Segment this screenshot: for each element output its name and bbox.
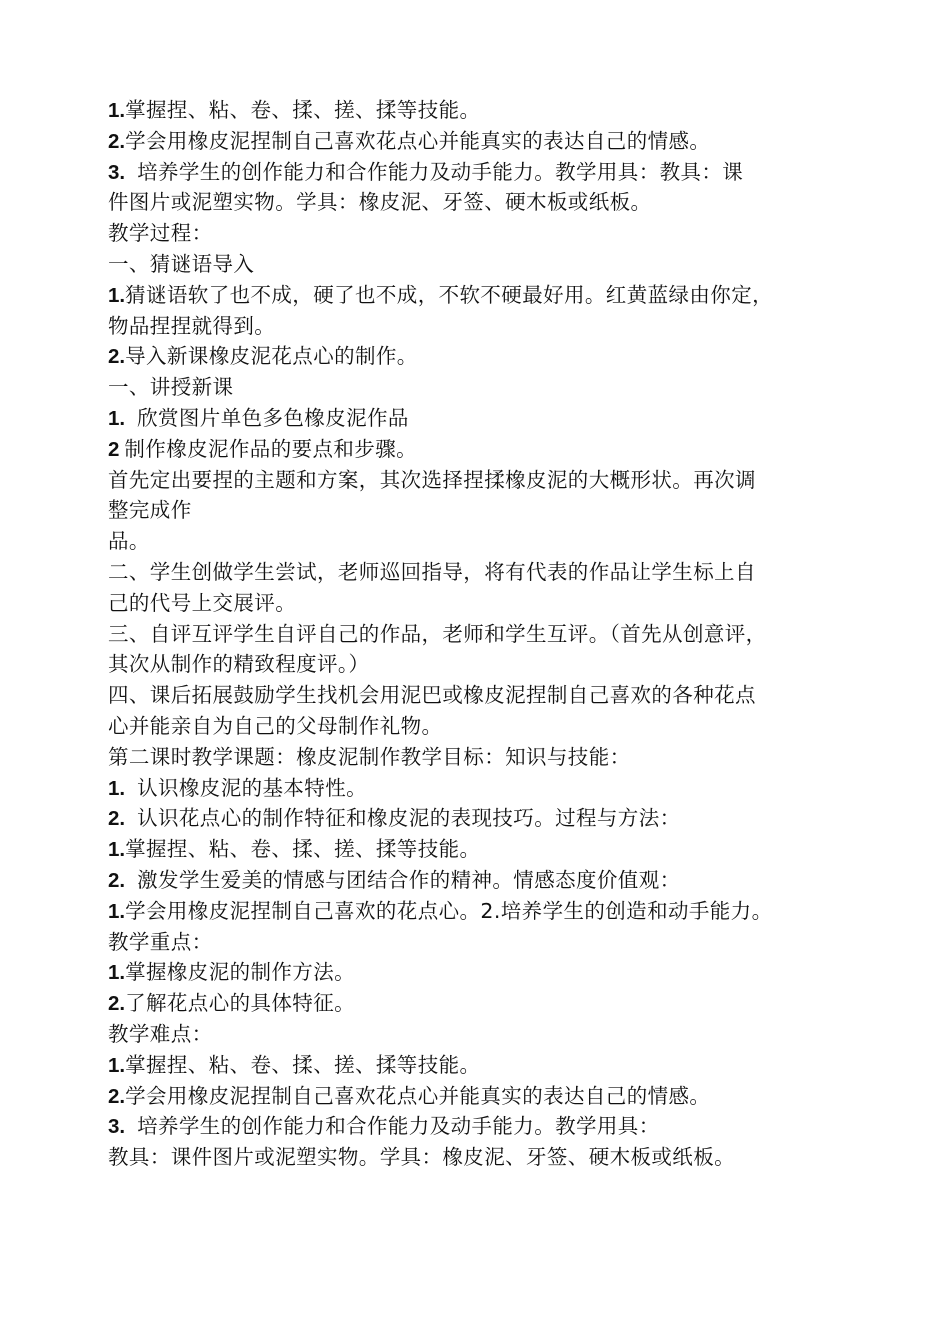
- line-text: 整完成作: [108, 498, 192, 523]
- list-number: 1.: [108, 406, 126, 430]
- list-number: 2.: [108, 992, 126, 1016]
- text-line: [108, 773, 848, 804]
- line-text: 培养学生的创作能力和合作能力及动手能力。教学用具：教具：课: [137, 159, 744, 184]
- line-text: 其次从制作的精致程度评。）: [108, 652, 370, 677]
- list-number: 1.: [108, 283, 126, 307]
- line-text: 教学难点：: [108, 1021, 213, 1046]
- line-text: 心并能亲自为自己的父母制作礼物。: [108, 713, 443, 738]
- line-text: 教具：课件图片或泥塑实物。学具：橡皮泥、牙签、硬木板或纸板。: [108, 1145, 735, 1170]
- line-text: 物品捏捏就得到。: [108, 313, 276, 338]
- line-text: 四、课后拓展鼓励学生找机会用泥巴或橡皮泥捏制自己喜欢的各种花点: [108, 683, 756, 708]
- text-line: [108, 341, 848, 372]
- list-number: 2: [108, 437, 120, 461]
- text-line: [108, 1050, 848, 1081]
- text-line: [108, 588, 848, 619]
- text-line: [108, 434, 848, 465]
- line-text: 掌握捏、粘、卷、揉、搓、揉等技能。: [125, 98, 481, 122]
- list-number: 1.: [108, 1053, 126, 1077]
- line-text: 掌握橡皮泥的制作方法。: [125, 960, 356, 985]
- text-line: [108, 957, 848, 988]
- text-line: [108, 126, 848, 157]
- text-line: [108, 187, 848, 218]
- text-line: [108, 1019, 848, 1050]
- section-heading: [108, 557, 848, 588]
- line-text: 制作橡皮泥作品的要点和步骤。: [124, 436, 418, 461]
- section-heading: [108, 619, 848, 650]
- line-text: 导入新课橡皮泥花点心的制作。: [125, 344, 418, 369]
- text-line: [108, 280, 848, 311]
- list-number: 3.: [108, 1115, 126, 1139]
- list-number: 1.: [108, 99, 126, 122]
- line-text: 欣赏图片单色多色橡皮泥作品: [137, 405, 409, 430]
- section-heading: [108, 372, 848, 403]
- text-line: [108, 865, 848, 896]
- list-number: 1.: [108, 899, 126, 923]
- list-number: 1.: [108, 838, 126, 862]
- text-line: [108, 1111, 848, 1142]
- line-text: 己的代号上交展评。: [108, 590, 297, 615]
- line-text: 教学重点：: [108, 929, 213, 954]
- section-heading: [108, 680, 848, 711]
- line-text: 认识橡皮泥的基本特性。: [137, 775, 368, 800]
- text-line: [108, 1142, 848, 1173]
- text-line: [108, 157, 848, 188]
- text-line: [108, 311, 848, 342]
- list-number: 2.: [108, 868, 126, 892]
- line-text: 掌握捏、粘、卷、揉、搓、揉等技能。: [125, 1052, 481, 1077]
- text-line: [108, 803, 848, 834]
- list-number: 2.: [108, 345, 126, 369]
- line-text: 三、自评互评学生自评自己的作品，老师和学生互评。（首先从创意评，: [108, 621, 767, 646]
- list-number: 2.: [108, 129, 126, 153]
- line-text: 件图片或泥塑实物。学具：橡皮泥、牙签、硬木板或纸板。: [108, 190, 652, 215]
- line-text: 学会用橡皮泥捏制自己喜欢花点心并能真实的表达自己的情感。: [125, 1083, 711, 1108]
- text-line: [108, 495, 848, 526]
- text-line: [108, 896, 848, 927]
- text-line: [108, 927, 848, 958]
- line-text: 了解花点心的具体特征。: [125, 991, 356, 1016]
- list-number: 1.: [108, 961, 126, 985]
- section-heading: [108, 249, 848, 280]
- text-line: [108, 649, 848, 680]
- text-line: [108, 834, 848, 865]
- list-number: 2.: [108, 807, 126, 831]
- document-page: [108, 95, 848, 1173]
- line-text: 认识花点心的制作特征和橡皮泥的表现技巧。过程与方法：: [137, 806, 681, 831]
- line-text: 首先定出要捏的主题和方案，其次选择捏揉橡皮泥的大概形状。再次调: [108, 467, 756, 492]
- line-text: 教学过程：: [108, 221, 213, 246]
- line-text: 第二课时教学课题：橡皮泥制作教学目标：知识与技能：: [108, 744, 631, 769]
- list-number: 2.: [108, 1084, 126, 1108]
- list-number: 3.: [108, 160, 126, 184]
- text-line: [108, 1081, 848, 1112]
- line-text: 二、学生创做学生尝试，老师巡回指导，将有代表的作品让学生标上自: [108, 559, 756, 584]
- text-line: [108, 95, 848, 126]
- line-text: 掌握捏、粘、卷、揉、搓、揉等技能。: [125, 837, 481, 862]
- line-text: 一、猜谜语导入: [108, 251, 255, 276]
- text-line: [108, 403, 848, 434]
- line-text: 一、讲授新课: [108, 375, 234, 400]
- text-line: [108, 988, 848, 1019]
- line-text: 猜谜语软了也不成，硬了也不成，不软不硬最好用。红黄蓝绿由你定，: [125, 282, 774, 307]
- text-line: [108, 526, 848, 557]
- line-text: 学会用橡皮泥捏制自己喜欢的花点心。2.培养学生的创造和动手能力。: [125, 898, 773, 923]
- line-text: 学会用橡皮泥捏制自己喜欢花点心并能真实的表达自己的情感。: [125, 128, 711, 153]
- line-text: 激发学生爱美的情感与团结合作的精神。情感态度价值观：: [137, 867, 681, 892]
- line-text: 品。: [108, 529, 150, 554]
- list-number: 1.: [108, 776, 126, 800]
- line-text: 培养学生的创作能力和合作能力及动手能力。教学用具：: [137, 1114, 660, 1139]
- text-line: [108, 465, 848, 496]
- text-line: [108, 218, 848, 249]
- text-line: [108, 711, 848, 742]
- text-line: [108, 742, 848, 773]
